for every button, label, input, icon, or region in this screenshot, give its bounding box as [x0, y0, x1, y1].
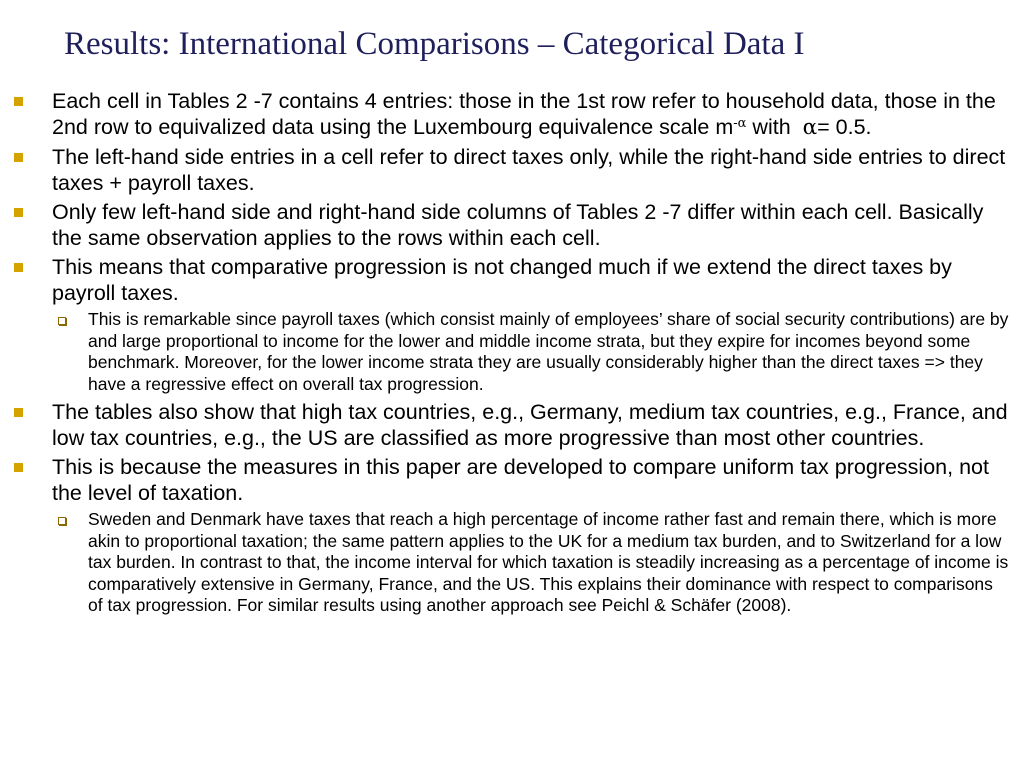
bullet-1-text-post: = 0.5. — [817, 115, 872, 139]
slide-content — [0, 88, 1024, 621]
square-bullet-icon — [14, 408, 23, 417]
bullet-1-alpha: α — [802, 115, 818, 140]
bullet-item-3 — [0, 199, 1024, 251]
bullet-6-text: This is because the measures in this paper are developed to compare uniform tax progression, not the level of taxation. — [52, 455, 989, 505]
bullet-item-4 — [0, 254, 1024, 306]
square-bullet-icon — [14, 463, 23, 472]
hollow-square-bullet-icon — [58, 517, 66, 525]
bullet-item-1 — [0, 88, 1024, 141]
sub-bullet-4-1-text: This is remarkable since payroll taxes (which consist mainly of employees’ share of social security contributions) are by and large proportional to income for the lower and middle income strata, but they expire for incomes beyond some benchmark. Moreover, for the lower income strata they are usually considerably higher than the direct taxes => they have a regressive effect on overall tax progression. — [88, 309, 1009, 394]
bullet-1-superscript: -α — [733, 116, 747, 131]
square-bullet-icon — [14, 97, 23, 106]
sub-bullet-item-4-1 — [0, 309, 1024, 395]
slide-title: Results: International Comparisons – Categorical Data I — [64, 26, 805, 62]
bullet-1-text-mid: with — [746, 115, 803, 139]
bullet-3-text: Only few left-hand side and right-hand side columns of Tables 2 -7 differ within each cell. Basically the same observation applies to the rows within each cell. — [52, 200, 984, 250]
sub-bullet-item-6-1 — [0, 509, 1024, 617]
sub-bullet-6-1-text: Sweden and Denmark have taxes that reach a high percentage of income rather fast and remain there, which is more akin to proportional taxation; the same pattern applies to the UK for a medium tax burden, and to Switzerland for a low tax burden. In contrast to that, the income interval for which taxation is steadily increasing as a percentage of income is comparatively extensive in Germany, France, and the US. This explains their dominance with respect to comparisons of tax progression. For similar results using another approach see Peichl & Schäfer (2008). — [88, 509, 1009, 615]
bullet-item-5 — [0, 399, 1024, 451]
bullet-5-text: The tables also show that high tax countries, e.g., Germany, medium tax countries, e.g., France, and low tax countries, e.g., the US are classified as more progressive than most other countries. — [52, 400, 1008, 450]
square-bullet-icon — [14, 263, 23, 272]
bullet-4-text: This means that comparative progression is not changed much if we extend the direct taxes by payroll taxes. — [52, 255, 952, 305]
square-bullet-icon — [14, 153, 23, 162]
bullet-1-text-pre: Each cell in Tables 2 -7 contains 4 entries: those in the 1st row refer to household data, those in the 2nd row to equivalized data using the Luxembourg equivalence scale m — [52, 89, 996, 139]
hollow-square-bullet-icon — [58, 317, 66, 325]
bullet-item-6 — [0, 454, 1024, 506]
bullet-item-2 — [0, 144, 1024, 196]
bullet-2-text: The left-hand side entries in a cell refer to direct taxes only, while the right-hand side entries to direct taxes + payroll taxes. — [52, 145, 1006, 195]
square-bullet-icon — [14, 208, 23, 217]
